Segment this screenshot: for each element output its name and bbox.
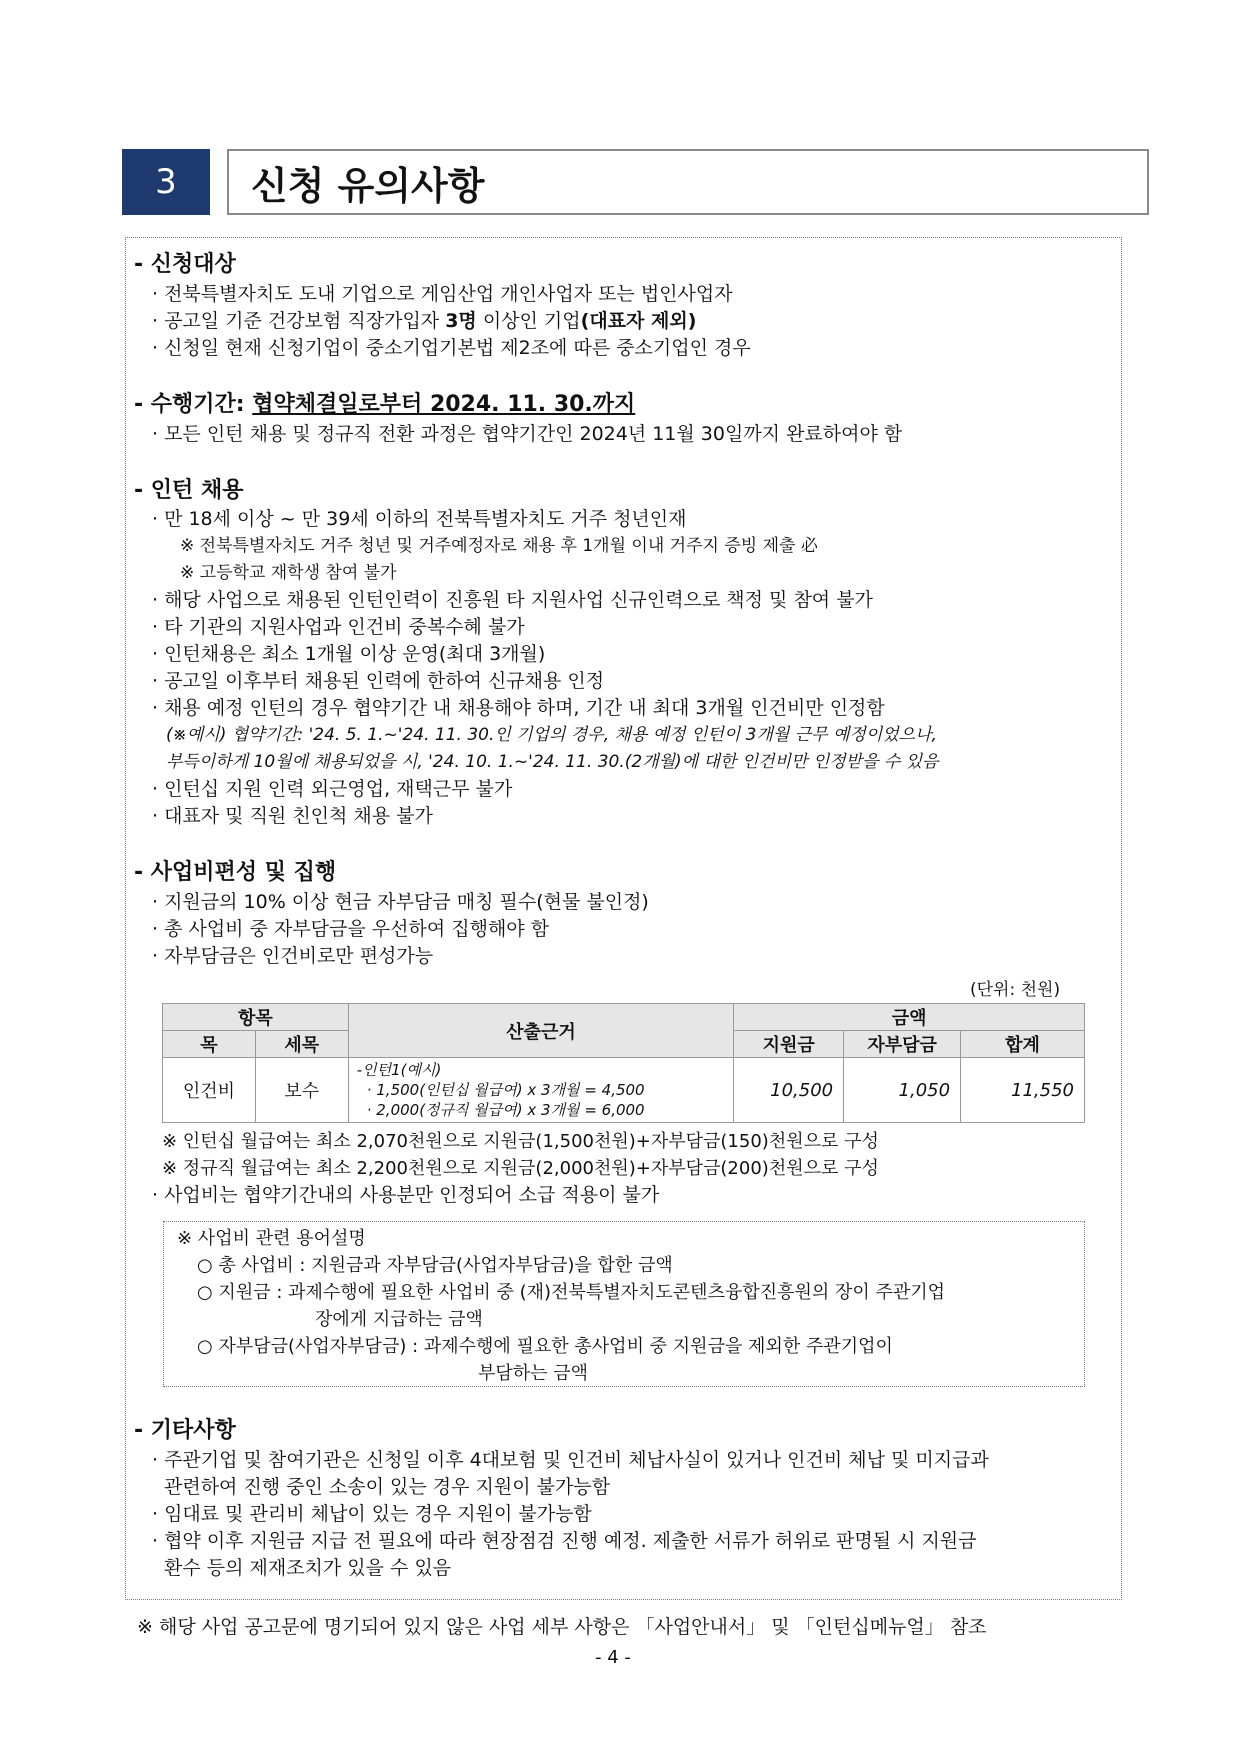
table-row [163,1058,1085,1123]
budget-item: · 총 사업비 중 자부담금을 우선하여 집행해야 함 [152,918,550,940]
budget-item: · 자부담금은 인건비로만 편성가능 [152,945,434,967]
intern-item: · 타 기관의 지원사업과 인건비 중복수혜 불가 [152,616,525,638]
footer-note: ※ 해당 사업 공고문에 명기되어 있지 않은 사업 세부 사항은 「사업안내서」 및 「인턴십메뉴얼」 참조 [137,1616,987,1638]
period-heading [134,392,635,417]
intern-heading: - 인턴 채용 [134,478,244,503]
header-item: 항목 [163,1004,349,1031]
eligibility-item: · 전북특별자치도 도내 기업으로 게임산업 개인사업자 또는 법인사업자 [152,283,733,305]
intern-item: · 대표자 및 직원 친인척 채용 불가 [152,805,433,827]
emphasis: (대표자 제외) [580,310,697,332]
misc-item: · 주관기업 및 참여기관은 신청일 이후 4대보험 및 인건비 체납사실이 있거나 인건비 체납 및 미지급과 [152,1449,989,1471]
eligibility-item: · 신청일 현재 신청기업이 중소기업기본법 제2조에 따른 중소기업인 경우 [152,337,751,359]
glossary-item: ○ 총 사업비 : 지원금과 자부담금(사업자부담금)을 합한 금액 [197,1255,673,1276]
glossary-title: ※ 사업비 관련 용어설명 [177,1228,366,1249]
budget-note: · 사업비는 협약기간내의 사용분만 인정되어 소급 적용이 불가 [152,1184,660,1206]
glossary-item: 부담하는 금액 [478,1363,589,1384]
misc-item: 관련하여 진행 중인 소송이 있는 경우 지원이 불가능함 [164,1476,611,1498]
glossary-item: ○ 자부담금(사업자부담금) : 과제수행에 필요한 총사업비 중 지원금을 제외한 주관기업이 [197,1336,893,1357]
cell-basis [348,1058,733,1123]
header-semok: 세목 [255,1031,348,1058]
misc-item: · 임대료 및 관리비 체납이 있는 경우 지원이 불가능함 [152,1503,592,1525]
cell-self: 1,050 [844,1058,961,1123]
text: - 수행기간: [134,392,253,417]
header-mok: 목 [163,1031,256,1058]
section-number: 3 [122,149,210,215]
intern-item: · 해당 사업으로 채용된 인턴인력이 진흥원 타 지원사업 신규인력으로 책정 및 참여 불가 [152,589,873,611]
cell-total: 11,550 [961,1058,1085,1123]
text: 이상인 기업 [476,310,581,332]
misc-item: 환수 등의 제재조치가 있을 수 있음 [164,1557,452,1579]
header-self: 자부담금 [844,1031,961,1058]
eligibility-heading: - 신청대상 [134,252,236,277]
intern-note: ※ 전북특별자치도 거주 청년 및 거주예정자로 채용 후 1개월 이내 거주지 증빙 제출 必 [180,536,818,556]
budget-note: ※ 인턴십 월급여는 최소 2,070천원으로 지원금(1,500천원)+자부담금(150)천원으로 구성 [162,1131,879,1152]
intern-example: 부득이하게 10월에 채용되었을 시, '24. 10. 1.~'24. 11. 30.(2개월)에 대한 인건비만 인정받을 수 있음 [166,752,939,772]
glossary-item: 장에게 지급하는 금액 [315,1309,483,1330]
header-support: 지원금 [734,1031,844,1058]
intern-example: (※예시) 협약기간: '24. 5. 1.~'24. 11. 30.인 기업의 경우, 채용 예정 인턴이 3개월 근무 예정이었으나, [166,725,937,745]
unit-label: (단위: 천원) [970,980,1061,1000]
text: · 공고일 기준 건강보험 직장가입자 [152,310,446,332]
budget-heading: - 사업비편성 및 집행 [134,860,337,885]
budget-item: · 지원금의 10% 이상 현금 자부담금 매칭 필수(현물 불인정) [152,891,649,913]
header-basis: 산출근거 [348,1004,733,1058]
budget-table [162,1003,1085,1123]
header-amount: 금액 [734,1004,1085,1031]
intern-note: ※ 고등학교 재학생 참여 불가 [180,563,397,583]
cell-semok: 보수 [255,1058,348,1123]
section-title: 신청 유의사항 [227,149,1149,215]
period-item: · 모든 인턴 채용 및 정규직 전환 과정은 협약기간인 2024년 11월 30일까지 완료하여야 함 [152,423,903,445]
budget-note: ※ 정규직 월급여는 최소 2,200천원으로 지원금(2,000천원)+자부담금(200)천원으로 구성 [162,1158,879,1179]
page-number: - 4 - [595,1647,631,1668]
header-total: 합계 [961,1031,1085,1058]
intern-item: · 만 18세 이상 ~ 만 39세 이하의 전북특별자치도 거주 청년인재 [152,508,687,530]
misc-heading: - 기타사항 [134,1418,236,1443]
cell-mok: 인건비 [163,1058,256,1123]
intern-item: · 채용 예정 인턴의 경우 협약기간 내 채용해야 하며, 기간 내 최대 3개월 인건비만 인정함 [152,697,885,719]
intern-item: · 인턴십 지원 인력 외근영업, 재택근무 불가 [152,778,513,800]
intern-item: · 공고일 이후부터 채용된 인력에 한하여 신규채용 인정 [152,670,605,692]
intern-item: · 인턴채용은 최소 1개월 이상 운영(최대 3개월) [152,643,546,665]
cell-support: 10,500 [734,1058,844,1123]
misc-item: · 협약 이후 지원금 지급 전 필요에 따라 현장점검 진행 예정. 제출한 서류가 허위로 판명될 시 지원금 [152,1530,977,1552]
emphasis: 3명 [445,310,477,332]
glossary-item: ○ 지원금 : 과제수행에 필요한 사업비 중 (재)전북특별자치도콘텐츠융합진흥원의 장이 주관기업 [197,1282,946,1303]
eligibility-item [152,309,696,334]
basis-line: -인턴1(예시) [356,1061,442,1079]
basis-line: · 1,500(인턴십 월급여) x 3개월 = 4,500 [366,1081,645,1099]
basis-line: · 2,000(정규직 월급여) x 3개월 = 6,000 [366,1101,645,1119]
period-value: 협약체결일로부터 2024. 11. 30.까지 [252,392,636,417]
